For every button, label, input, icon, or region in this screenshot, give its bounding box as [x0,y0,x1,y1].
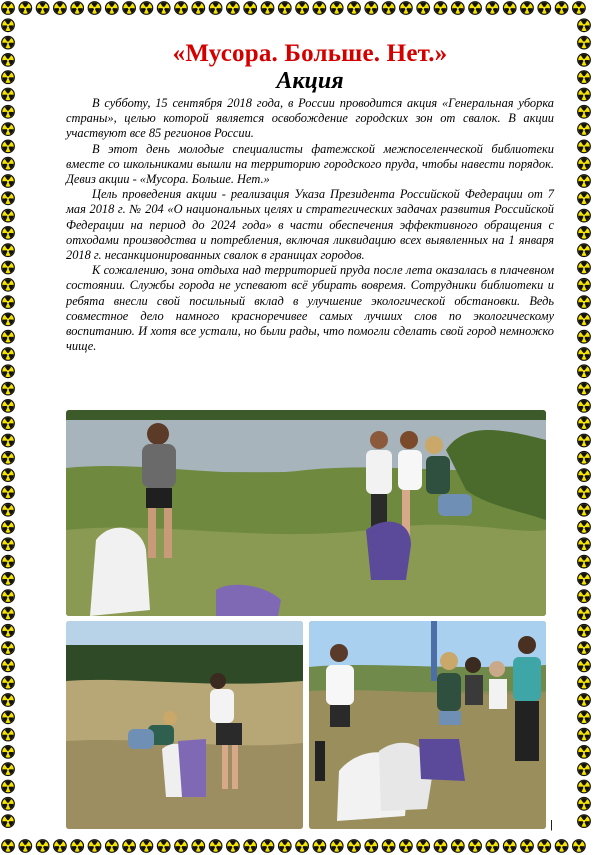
border-ornament-icon [452,840,465,853]
border-ornament-icon [573,840,586,853]
border-ornament-icon [2,157,15,170]
border-ornament-icon [365,840,378,853]
border-ornament-icon [469,840,482,853]
border-ornament-icon [330,840,343,853]
border-ornament-icon [578,486,591,499]
border-ornament-icon [555,840,568,853]
border-ornament-icon [573,2,586,15]
border-ornament-icon [2,763,15,776]
border-ornament-icon [2,434,15,447]
border-ornament-icon [2,313,15,326]
border-ornament-icon [578,728,591,741]
border-ornament-icon [578,19,591,32]
paragraph-4: К сожалению, зона отдыха над территорией пруда после лета оказалась в плачевном состоянии. Службы города не успевают всё убирать вовремя. Сотрудники библиотеки и ребята внесли свой посильный вклад в улучшение экологической обстановки. Ведь совместное дело намного красноречивее самых лучших слов по экологическому воспитанию. И хотя все устали, но были рады, что помогли сделать свой город немножко чище. [66,263,554,354]
border-ornament-icon [244,840,257,853]
border-ornament-icon [578,417,591,430]
border-ornament-icon [2,244,15,257]
border-ornament-icon [123,2,136,15]
border-ornament-icon [578,521,591,534]
border-ornament-icon [192,840,205,853]
border-ornament-icon [2,54,15,67]
border-ornament-icon [2,746,15,759]
border-ornament-icon [578,780,591,793]
border-ornament-icon [578,798,591,811]
border-ornament-icon [469,2,482,15]
border-ornament-icon [578,434,591,447]
border-ornament-icon [417,840,430,853]
border-ornament-icon [106,840,119,853]
border-ornament-icon [192,2,205,15]
paragraph-3: Цель проведения акции - реализация Указа Президента Российской Федерации от 7 мая 2018 г. № 204 «О национальных целях и стратегических задачах развития Российской Федерации на период до 2024 года» в части обеспечения эффективного обращения с отходами производства и потребления, включая ликвидацию всех выявленных на 1 января 2018 г. несанкционированных свалок в границах городов. [66,187,554,263]
border-ornament-icon [538,840,551,853]
border-ornament-icon [486,840,499,853]
border-ornament-icon [279,2,292,15]
photo-group-with-bags [309,621,546,829]
paragraph-1: В субботу, 15 сентября 2018 года, в России проводится акция «Генеральная уборка страны», целью которой является освобождение городских зон от свалок. В акции участвуют все 85 регионов России. [66,96,554,141]
border-ornament-icon [157,2,170,15]
border-ornament-icon [521,840,534,853]
border-ornament-icon [227,840,240,853]
border-ornament-icon [88,2,101,15]
border-ornament-icon [209,840,222,853]
border-ornament-icon [578,694,591,707]
border-ornament-icon [578,54,591,67]
border-ornament-icon [2,382,15,395]
border-ornament-icon [19,2,32,15]
border-ornament-icon [2,521,15,534]
border-ornament-icon [209,2,222,15]
border-ornament-icon [382,840,395,853]
border-ornament-icon [578,538,591,551]
border-ornament-icon [313,840,326,853]
border-ornament-icon [2,175,15,188]
border-ornament-icon [2,486,15,499]
border-ornament-icon [2,469,15,482]
border-ornament-icon [2,417,15,430]
border-ornament-icon [2,140,15,153]
paragraph-2: В этот день молодые специалисты фатежской межпоселенческой библиотеки вместе со школьниками вышли на территорию городского пруда, чтобы навести порядок. Девиз акции - «Мусора. Больше. Нет.» [66,141,554,187]
border-ornament-icon [2,261,15,274]
border-ornament-icon [578,88,591,101]
border-ornament-icon [2,71,15,84]
border-ornament-icon [123,840,136,853]
border-ornament-icon [2,503,15,516]
border-ornament-icon [2,365,15,378]
border-ornament-icon [2,538,15,551]
border-ornament-icon [2,279,15,292]
border-ornament-icon [106,2,119,15]
page-marker: | [550,819,553,831]
border-ornament-icon [578,573,591,586]
border-ornament-icon [2,36,15,49]
border-ornament-icon [157,840,170,853]
border-ornament-icon [175,840,188,853]
border-ornament-icon [578,157,591,170]
border-ornament-icon [2,296,15,309]
border-ornament-icon [578,71,591,84]
border-ornament-icon [578,400,591,413]
border-ornament-icon [36,2,49,15]
border-ornament-icon [2,711,15,724]
border-ornament-icon [313,2,326,15]
border-ornament-icon [578,555,591,568]
article [66,40,554,354]
border-ornament-icon [2,400,15,413]
border-ornament-icon [486,2,499,15]
border-ornament-icon [348,840,361,853]
border-ornament-icon [503,840,516,853]
border-ornament-icon [2,840,15,853]
border-ornament-icon [578,279,591,292]
border-ornament-icon [296,2,309,15]
border-ornament-icon [578,746,591,759]
border-ornament-icon [538,2,551,15]
border-ornament-icon [578,244,591,257]
border-ornament-icon [578,642,591,655]
border-ornament-icon [555,2,568,15]
border-ornament-icon [521,2,534,15]
article-subtitle: Акция [276,68,344,94]
border-ornament-icon [578,711,591,724]
border-ornament-icon [434,840,447,853]
border-ornament-icon [2,694,15,707]
border-ornament-icon [2,106,15,119]
border-ornament-icon [2,330,15,343]
border-ornament-icon [2,227,15,240]
border-ornament-icon [578,209,591,222]
border-ornament-icon [261,840,274,853]
border-ornament-icon [578,296,591,309]
border-ornament-icon [140,2,153,15]
border-ornament-icon [330,2,343,15]
border-ornament-icon [417,2,430,15]
border-ornament-icon [140,840,153,853]
border-ornament-icon [2,19,15,32]
border-ornament-icon [2,642,15,655]
border-ornament-icon [578,590,591,603]
border-ornament-icon [2,123,15,136]
border-ornament-icon [2,348,15,361]
border-ornament-icon [2,192,15,205]
border-ornament-icon [2,798,15,811]
border-ornament-icon [244,2,257,15]
border-ornament-icon [578,313,591,326]
border-ornament-icon [19,840,32,853]
photo-field-cleanup [66,621,303,829]
border-ornament-icon [2,209,15,222]
border-ornament-icon [578,452,591,465]
border-ornament-icon [175,2,188,15]
border-ornament-icon [36,840,49,853]
border-ornament-icon [2,88,15,101]
border-ornament-icon [452,2,465,15]
border-ornament-icon [279,840,292,853]
border-ornament-icon [434,2,447,15]
border-ornament-icon [71,2,84,15]
border-ornament-icon [54,840,67,853]
border-ornament-icon [578,261,591,274]
border-ornament-icon [2,2,15,15]
border-ornament-icon [2,555,15,568]
border-ornament-icon [578,625,591,638]
photo-pond-cleanup [66,410,546,616]
border-ornament-icon [578,815,591,828]
border-ornament-icon [578,106,591,119]
border-ornament-icon [261,2,274,15]
border-ornament-icon [578,140,591,153]
border-ornament-icon [2,452,15,465]
article-title: «Мусора. Больше. Нет.» [172,40,448,67]
border-ornament-icon [578,365,591,378]
border-ornament-icon [382,2,395,15]
border-ornament-icon [2,780,15,793]
border-ornament-icon [2,728,15,741]
border-ornament-icon [578,36,591,49]
border-ornament-icon [2,573,15,586]
border-ornament-icon [227,2,240,15]
border-ornament-icon [88,840,101,853]
border-ornament-icon [578,469,591,482]
border-ornament-icon [400,840,413,853]
border-ornament-icon [2,607,15,620]
border-ornament-icon [503,2,516,15]
border-ornament-icon [578,382,591,395]
border-ornament-icon [296,840,309,853]
border-ornament-icon [2,659,15,672]
border-ornament-icon [578,192,591,205]
border-ornament-icon [54,2,67,15]
border-ornament-icon [578,227,591,240]
border-ornament-icon [2,815,15,828]
border-ornament-icon [400,2,413,15]
border-ornament-icon [578,348,591,361]
border-ornament-icon [2,676,15,689]
border-ornament-icon [578,659,591,672]
border-ornament-icon [71,840,84,853]
border-ornament-icon [348,2,361,15]
border-ornament-icon [578,607,591,620]
border-ornament-icon [365,2,378,15]
border-ornament-icon [578,676,591,689]
border-ornament-icon [2,590,15,603]
border-ornament-icon [578,503,591,516]
border-ornament-icon [578,763,591,776]
border-ornament-icon [578,123,591,136]
border-ornament-icon [2,625,15,638]
border-ornament-icon [578,175,591,188]
border-ornament-icon [578,330,591,343]
